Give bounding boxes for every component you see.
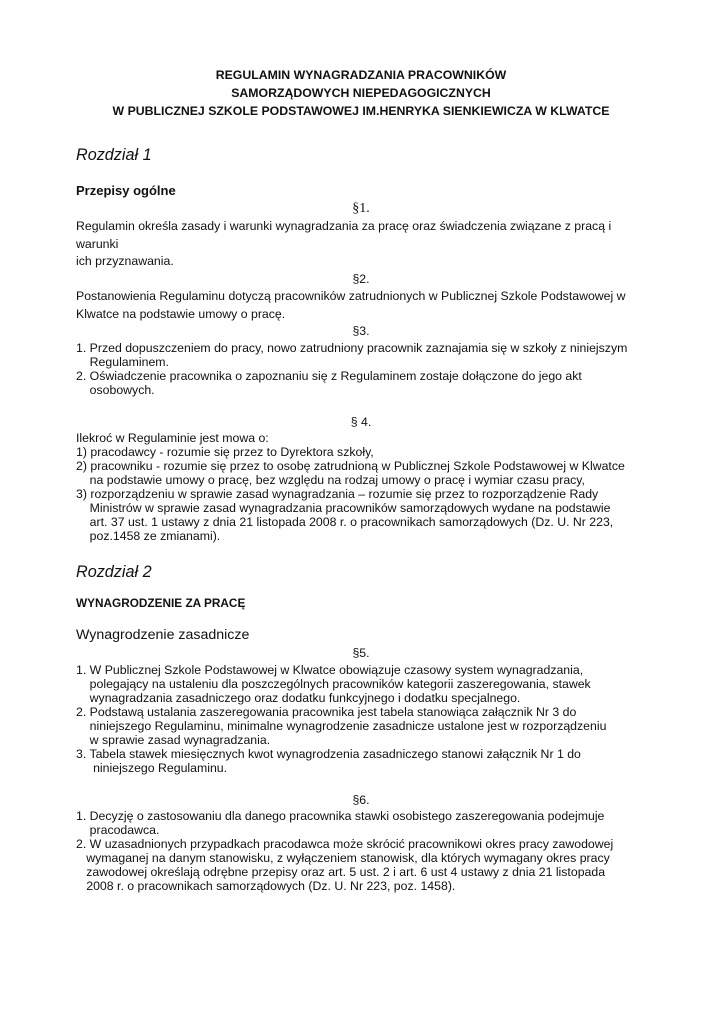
list-item-line: osobowych. <box>76 382 155 397</box>
list-item-line: 1. W Publicznej Szkole Podstawowej w Klwatce obowiązuje czasowy system wynagradzania, <box>76 662 584 677</box>
section-title: Wynagrodzenie zasadnicze <box>76 627 250 643</box>
document-page <box>76 66 646 893</box>
list-item-line: pracodawca. <box>76 823 160 837</box>
chapter-1-heading: Rozdział 1 <box>76 146 152 164</box>
list-item-line: zawodowej określają odrębne przepisy oraz art. 5 ust. 2 i art. 6 ust 4 ustawy z dnia 21 listopada <box>76 865 606 879</box>
list-item-line: 2) pracowniku - rozumie się przez to osobę zatrudnioną w Publicznej Szkole Podstawowej w Klwatce <box>76 459 625 473</box>
spacer <box>76 775 646 792</box>
list-item-line: niniejszego Regulaminu, minimalne wynagrodzenie zasadnicze ustalone jest w rozporządzeniu <box>76 718 607 733</box>
list-item-line: na podstawie umowy o pracę, bez względu na rodzaj umowy o pracę i wymiar czasu pracy, <box>76 473 585 487</box>
paragraph-line: ich przyznawania. <box>76 254 174 268</box>
paragraph-line: Regulamin określa zasady i warunki wynagradzania za pracę oraz świadczenia związane z pracą i warunki <box>76 219 612 251</box>
chapter-2-subheading: WYNAGRODZENIE ZA PRACĘ <box>76 596 246 610</box>
list-item-line: 2008 r. o pracownikach samorządowych (Dz. U. Nr 223, poz. 1458). <box>76 879 456 893</box>
section-mark-2: §2. <box>352 271 370 286</box>
spacer <box>76 397 646 414</box>
list-item-line: 1. Decyzję o zastosowaniu dla danego pracownika stawki osobistego zaszeregowania podejmuje <box>76 809 605 823</box>
chapter-1-subheading: Przepisy ogólne <box>76 183 176 198</box>
chapter-2-heading: Rozdział 2 <box>76 563 152 581</box>
list-item-line: polegający na ustaleniu dla poszczególnych pracowników kategorii zaszeregowania, stawek <box>76 676 591 691</box>
list-item-line: 2. Oświadczenie pracownika o zapoznaniu się z Regulaminem zostaje dołączone do jego akt <box>76 368 582 383</box>
list-item-line: 1. Przed dopuszczeniem do pracy, nowo zatrudniony pracownik zaznajamia się w szkoły z niniejszym <box>76 340 628 355</box>
list-item-line: niniejszego Regulaminu. <box>76 760 228 775</box>
list-item-line: 1) pracodawcy - rozumie się przez to Dyrektora szkoły, <box>76 445 374 459</box>
title-line: REGULAMIN WYNAGRADZANIA PRACOWNIKÓW <box>215 68 507 82</box>
list-item-line: Ministrów w sprawie zasad wynagradzania pracowników samorządowych wydane na podstawie <box>76 501 611 515</box>
list-item-line: poz.1458 ze zmianami). <box>76 529 221 543</box>
paragraph-line: Klwatce na podstawie umowy o pracę. <box>76 306 286 321</box>
list-item-line: 2. Podstawą ustalania zaszeregowania pracownika jest tabela stanowiąca załącznik Nr 3 do <box>76 704 577 719</box>
section-mark-3: §3. <box>352 324 370 338</box>
section-mark-6: §6. <box>352 792 370 807</box>
list-item-line: 3. Tabela stawek miesięcznych kwot wynagrodzenia zasadniczego stanowi załącznik Nr 1 do <box>76 746 581 761</box>
list-item-line: 3) rozporządzeniu w sprawie zasad wynagradzania – rozumie się przez to rozporządzenie Rady <box>76 487 599 501</box>
list-item-line: Regulaminem. <box>76 354 169 369</box>
title-line: W PUBLICZNEJ SZKOLE PODSTAWOWEJ IM.HENRYKA SIENKIEWICZA W KLWATCE <box>112 104 610 118</box>
paragraph-line: Postanowienia Regulaminu dotyczą pracowników zatrudnionych w Publicznej Szkole Podstawowej w <box>76 289 626 303</box>
section-mark-1: §1. <box>352 201 370 216</box>
list-item-line: w sprawie zasad wynagradzania. <box>76 732 271 747</box>
list-item-line: wymaganej na danym stanowisku, z wyłączeniem stanowisk, dla których wymagany okres pracy <box>76 851 610 865</box>
list-item-line: 2. W uzasadnionych przypadkach pracodawca może skrócić pracownikowi okres pracy zawodowej <box>76 837 614 851</box>
list-item-line: Ilekroć w Regulaminie jest mowa o: <box>76 431 269 445</box>
section-mark-4: § 4. <box>350 414 372 429</box>
document-title <box>76 66 646 120</box>
list-item-line: art. 37 ust. 1 ustawy z dnia 21 listopada 2008 r. o pracownikach samorządowych (Dz. U. Nr 223, <box>76 515 614 529</box>
section-mark-5: §5. <box>352 646 370 660</box>
title-line: SAMORZĄDOWYCH NIEPEDAGOGICZNYCH <box>231 86 491 100</box>
list-item-line: wynagradzania zasadniczego oraz dodatku funkcyjnego i dodatku specjalnego. <box>76 690 521 705</box>
